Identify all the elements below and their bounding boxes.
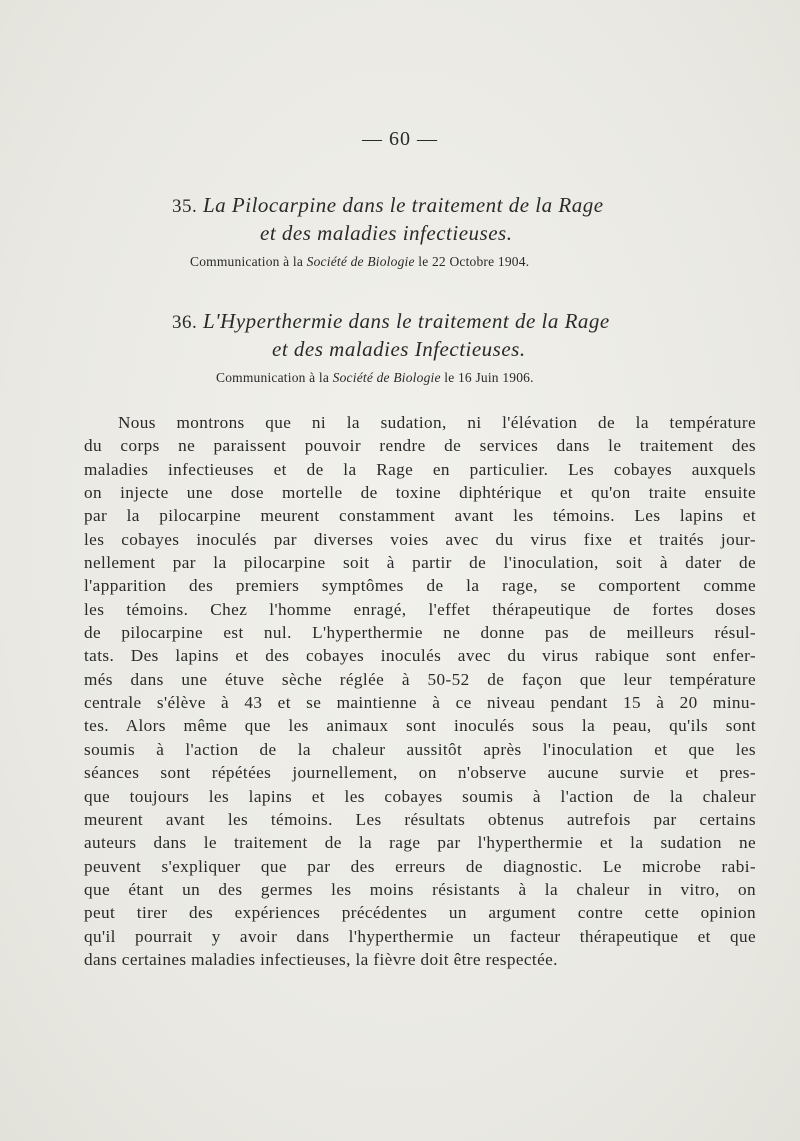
paragraph-line: que toujours les lapins et les cobayes soumis à l'action de la chaleur <box>84 786 756 806</box>
paragraph-line: séances sont répétées journellement, on n'observe aucune survie et pres- <box>84 763 756 783</box>
paragraph-line: dans certaines maladies infectieuses, la fièvre doit être respectée. <box>84 949 558 969</box>
paragraph-line: més dans une étuve sèche réglée à 50-52 de façon que leur température <box>84 669 756 689</box>
paragraph-line: du corps ne paraissent pouvoir rendre de services dans le traitement des <box>84 436 756 456</box>
entry-number: 35. <box>172 196 198 217</box>
entry-title-text: L'Hyperthermie dans le traitement de la Rage <box>203 309 610 333</box>
paragraph-line: qu'il pourrait y avoir dans l'hyperthermie un facteur thérapeutique et que <box>84 926 756 946</box>
publication-entry-35 <box>0 192 800 269</box>
entry-title-line1 <box>172 308 800 336</box>
entry-communication-note <box>216 370 800 386</box>
paragraph-line: peuvent s'expliquer que par des erreurs de diagnostic. Le microbe rabi- <box>84 856 756 876</box>
paragraph-line: nellement par la pilocarpine soit à partir de l'inoculation, soit à dater de <box>84 553 756 573</box>
entry-title-text: La Pilocarpine dans le traitement de la Rage <box>203 193 604 217</box>
paragraph-line: peut tirer des expériences précédentes un argument contre cette opinion <box>84 903 756 923</box>
paragraph-line: par la pilocarpine meurent constamment avant les témoins. Les lapins et <box>84 506 756 526</box>
entry-title-line2: et des maladies infectieuses. <box>260 221 513 245</box>
summary-paragraph <box>84 411 756 971</box>
note-prefix: Communication à la <box>190 254 304 269</box>
note-date: le 16 Juin 1906. <box>444 370 534 385</box>
note-prefix: Communication à la <box>216 370 330 385</box>
entry-number: 36. <box>172 312 198 333</box>
entry-communication-note <box>190 254 800 270</box>
paragraph-line: centrale s'élève à 43 et se maintienne à ce niveau pendant 15 à 20 minu- <box>84 693 756 713</box>
paragraph-line: les témoins. Chez l'homme enragé, l'effet thérapeutique de fortes doses <box>84 599 756 619</box>
paragraph-line: tes. Alors même que les animaux sont inoculés sous la peau, qu'ils sont <box>84 716 756 736</box>
note-society: Société de Biologie <box>306 254 415 269</box>
paragraph-line: les cobayes inoculés par diverses voies avec du virus fixe et traités jour- <box>84 529 756 549</box>
paragraph-line: Nous montrons que ni la sudation, ni l'élévation de la température <box>118 413 756 432</box>
paragraph-line: meurent avant les témoins. Les résultats obtenus autrefois par certains <box>84 809 756 829</box>
paragraph-line: de pilocarpine est nul. L'hyperthermie ne donne pas de meilleurs résul- <box>84 623 756 643</box>
entry-title-line2: et des maladies Infectieuses. <box>272 337 526 361</box>
note-society: Société de Biologie <box>332 370 441 385</box>
entry-title-line1 <box>172 192 800 220</box>
page-number: — 60 — <box>362 128 438 150</box>
note-date: le 22 Octobre 1904. <box>418 254 530 269</box>
paragraph-line: l'apparition des premiers symptômes de la rage, se comportent comme <box>84 576 756 596</box>
paragraph-line: auteurs dans le traitement de la rage par l'hyperthermie et la sudation ne <box>84 833 756 853</box>
paragraph-line: que étant un des germes les moins résistants à la chaleur in vitro, on <box>84 879 756 899</box>
paragraph-line: soumis à l'action de la chaleur aussitôt après l'inoculation et que les <box>84 739 756 759</box>
paragraph-line: on injecte une dose mortelle de toxine diphtérique et qu'on traite ensuite <box>84 483 756 503</box>
paragraph-line: maladies infectieuses et de la Rage en particulier. Les cobayes auxquels <box>84 459 756 479</box>
paragraph-line: tats. Des lapins et des cobayes inoculés avec du virus rabique sont enfer- <box>84 646 756 666</box>
publication-entry-36 <box>0 308 800 385</box>
